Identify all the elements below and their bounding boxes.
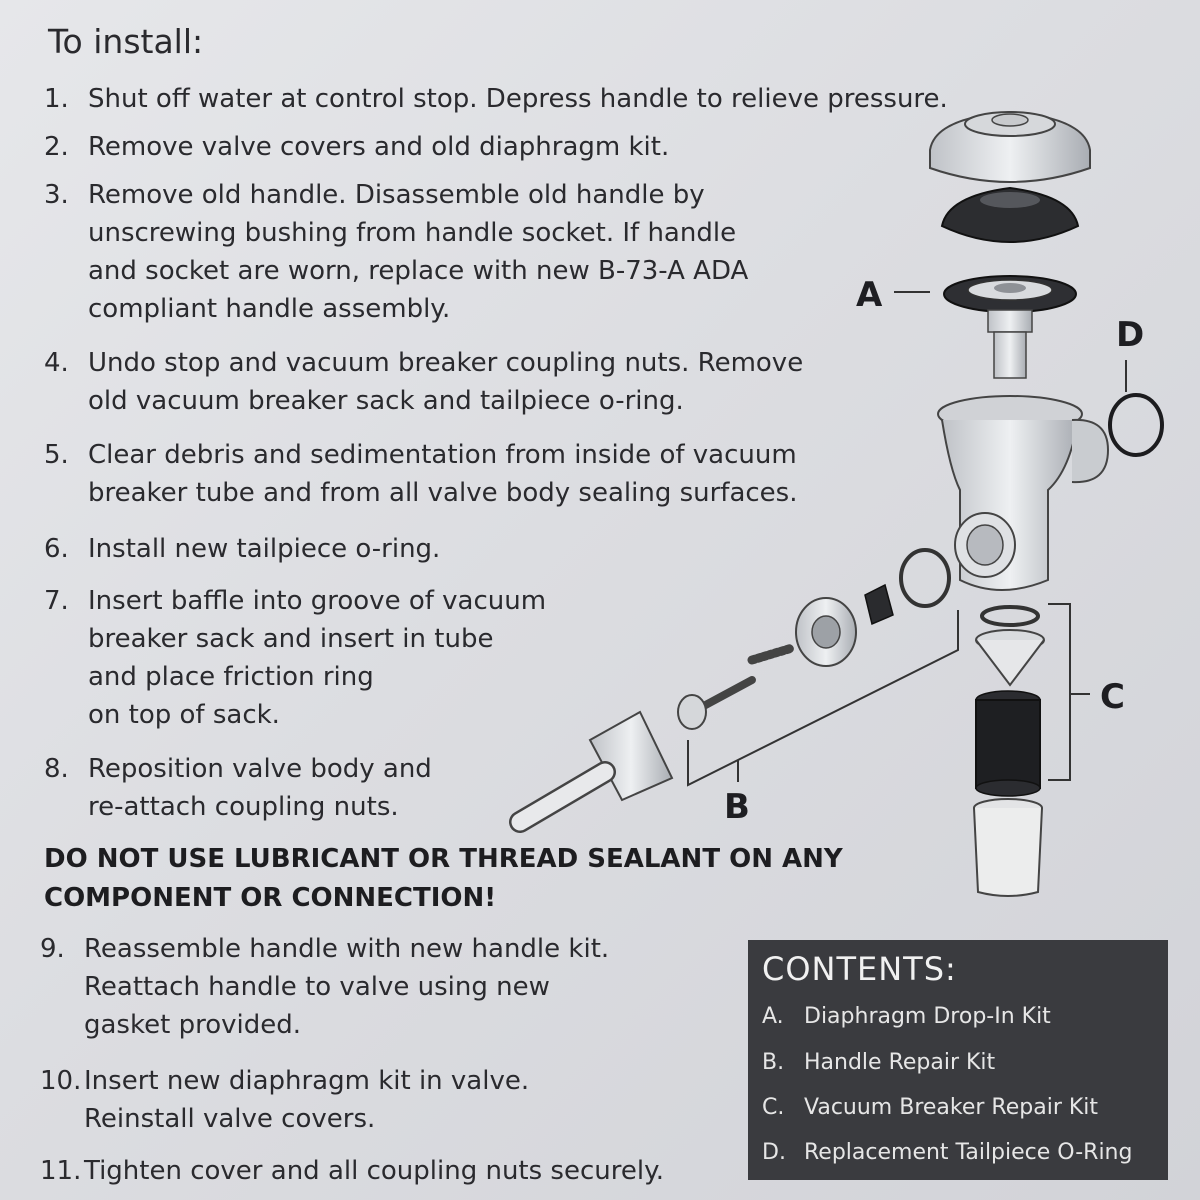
step-number: 9.	[40, 934, 65, 964]
contents-heading: CONTENTS:	[762, 950, 957, 988]
step-text: Remove old handle. Disassemble old handle by unscrewing bushing from handle socket. If handle and socket are worn, replace with new B-73-A ADA compliant handle assembly.	[88, 180, 749, 324]
step-number: 6.	[44, 534, 69, 564]
warning-notice: DO NOT USE LUBRICANT OR THREAD SEALANT ON ANY COMPONENT OR CONNECTION!	[44, 844, 843, 913]
label-a: A	[856, 275, 883, 315]
contents-item-d: D. Replacement Tailpiece O-Ring	[762, 1140, 1133, 1165]
label-c: C	[1100, 677, 1125, 717]
valve-cover-part	[930, 112, 1090, 182]
step-text: Install new tailpiece o-ring.	[88, 534, 441, 564]
step-number: 3.	[44, 180, 69, 210]
contents-item-b: B. Handle Repair Kit	[762, 1050, 996, 1075]
vacuum-breaker-kit-part	[974, 607, 1044, 896]
valve-body-part	[938, 396, 1108, 590]
step-number: 10.	[40, 1066, 82, 1096]
label-c-bracket	[1048, 604, 1070, 780]
contents-panel	[748, 940, 1168, 1180]
step-text: Tighten cover and all coupling nuts securely.	[84, 1156, 665, 1186]
diaphragm-guide-part	[942, 188, 1078, 242]
step-text: Shut off water at control stop. Depress handle to relieve pressure.	[88, 84, 948, 114]
step-number: 1.	[44, 84, 69, 114]
step-number: 2.	[44, 132, 69, 162]
step-text: Insert new diaphragm kit in valve. Reinstall valve covers.	[84, 1066, 530, 1134]
step-number: 11.	[40, 1156, 82, 1186]
step-text: Reposition valve body and re-attach coupling nuts.	[88, 754, 432, 822]
step-number: 8.	[44, 754, 69, 784]
tailpiece-o-ring-part	[1110, 395, 1162, 455]
step-text: Clear debris and sedimentation from inside of vacuum breaker tube and from all valve body sealing surfaces.	[88, 440, 798, 508]
label-d: D	[1116, 315, 1145, 355]
step-number: 4.	[44, 348, 69, 378]
step-text: Insert baffle into groove of vacuum breaker sack and insert in tube and place friction ring on top of sack.	[88, 586, 547, 730]
instructions-title: To install:	[48, 22, 204, 61]
contents-item-c: C. Vacuum Breaker Repair Kit	[762, 1095, 1099, 1120]
step-text: Remove valve covers and old diaphragm kit.	[88, 132, 670, 162]
label-b: B	[724, 787, 750, 827]
step-number: 5.	[44, 440, 69, 470]
step-text: Reassemble handle with new handle kit. Reattach handle to valve using new gasket provided.	[84, 934, 610, 1040]
contents-item-a: A. Diaphragm Drop-In Kit	[762, 1004, 1051, 1029]
diaphragm-part	[944, 276, 1076, 378]
step-text: Undo stop and vacuum breaker coupling nuts. Remove old vacuum breaker sack and tailpiece o-ring.	[88, 348, 804, 416]
step-number: 7.	[44, 586, 69, 616]
